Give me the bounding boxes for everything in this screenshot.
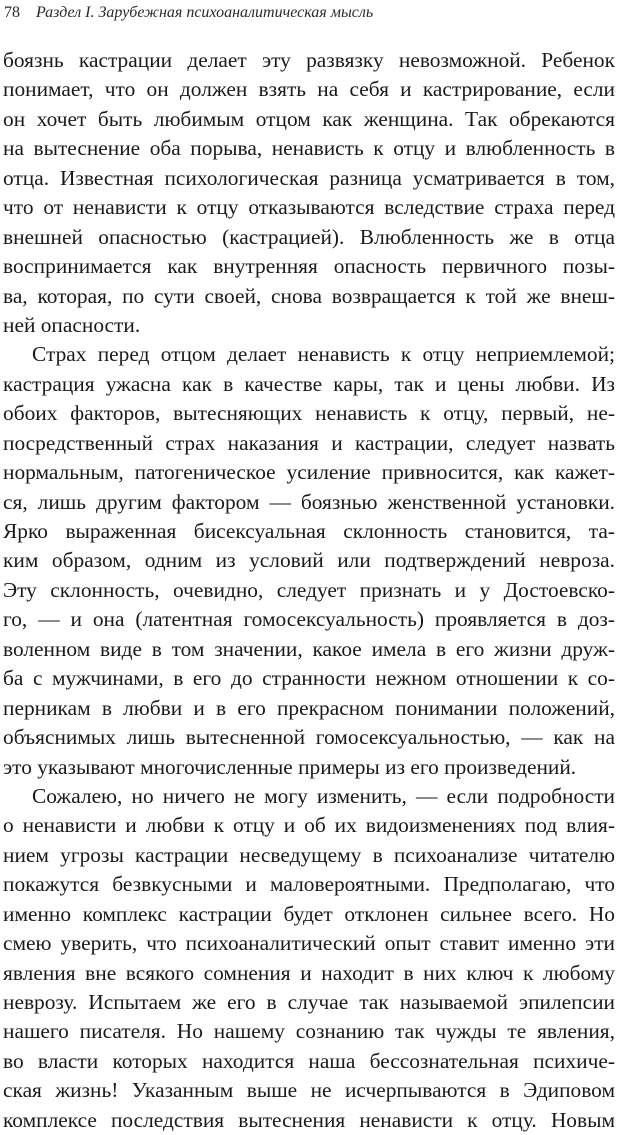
paragraph [3, 46, 615, 340]
text-line: ким образом, одним из условий или подтверждений невроза. [3, 548, 615, 573]
text-line: ней опасности. [3, 312, 141, 337]
text-line: комплексе последствия вытеснения ненависти к отцу. Новым [3, 1107, 615, 1132]
text-line: ба с мужчинами, в его до странности нежном отношении к со- [3, 666, 615, 691]
text-line: ва, которая, по сути своей, снова возвращается к той же внеш- [3, 283, 615, 308]
text-line: Сожалею, но ничего не могу изменить, — если подробности [32, 783, 615, 808]
text-line: ская жизнь! Указанным выше не исчерпываются в Эдиповом [3, 1078, 615, 1103]
section-title: Раздел I. Зарубежная психоаналитическая мысль [36, 4, 374, 21]
text-line: нормальным, патогеническое усиление привносится, как кажет- [3, 460, 615, 485]
text-line: внешней опасностью (кастрацией). Влюбленность же в отца [3, 224, 615, 249]
text-line: отца. Известная психологическая разница усматривается в том, [3, 165, 615, 190]
text-line: воспринимается как внутренняя опасность первичного позы- [3, 254, 615, 279]
text-line: боязнь кастрации делает эту развязку невозможной. Ребенок [3, 48, 615, 72]
text-line: он хочет быть любимым отцом как женщина. Так обрекаются [3, 106, 615, 131]
page-number: 78 [4, 4, 20, 21]
text-line: о ненависти и любви к отцу и об их видоизменениях под влия- [3, 813, 615, 838]
text-line: обоих факторов, вытесняющих ненависть к отцу, первый, не- [3, 401, 615, 426]
text-line: это указывают многочисленные примеры из его произведений. [3, 754, 577, 779]
text-line: ся, лишь другим фактором — боязнью женственной установки. [3, 489, 615, 514]
text-line: нашего писателя. Но нашему сознанию так чужды те явления, [3, 1019, 615, 1044]
text-line: покажутся безвкусными и маловероятными. Предполагаю, что [3, 872, 615, 897]
text-line: посредственный страх наказания и кастрации, следует назвать [3, 430, 615, 455]
text-line: во власти которых находится наша бессознательная психиче- [3, 1048, 615, 1073]
paragraph [3, 782, 615, 1135]
text-line: неврозу. Испытаем же его в случае так называемой эпилепсии [3, 990, 615, 1014]
text-line: перникам в любви и в его прекрасном понимании положений, [3, 695, 615, 720]
text-line: Страх перед отцом делает ненависть к отцу неприемлемой; [32, 342, 615, 367]
text-line: явления вне всякого сомнения и находит в них ключ к любому [3, 960, 615, 985]
text-line: нием угрозы кастрации несведущему в психоанализе читателю [3, 842, 615, 867]
text-line: что от ненависти к отцу отказываются вследствие страха перед [3, 195, 615, 220]
text-line: объяснимых лишь вытесненной гомосексуальностью, — как на [3, 725, 615, 750]
text-line: понимает, что он должен взять на себя и кастрирование, если [3, 77, 615, 102]
text-line: воленном виде в том значении, какое имела в его жизни друж- [3, 636, 615, 661]
text-line: кастрация ужасна как в качестве кары, так и цены любви. Из [3, 371, 615, 396]
text-line: Ярко выраженная бисексуальная склонность становится, та- [3, 519, 615, 543]
body-text [3, 46, 615, 1135]
text-line: именно комплекс кастрации будет отклонен сильнее всего. Но [3, 901, 615, 926]
text-line: Эту склонность, очевидно, следует признать и у Достоевско- [3, 577, 615, 602]
text-line: на вытеснение оба порыва, ненависть к отцу и влюбленность в [3, 136, 615, 161]
paragraph [3, 340, 615, 782]
running-head [4, 1, 604, 25]
text-line: смею уверить, что психоаналитический опыт ставит именно эти [3, 931, 615, 956]
text-line: го, — и она (латентная гомосексуальность) проявляется в доз- [3, 607, 615, 632]
